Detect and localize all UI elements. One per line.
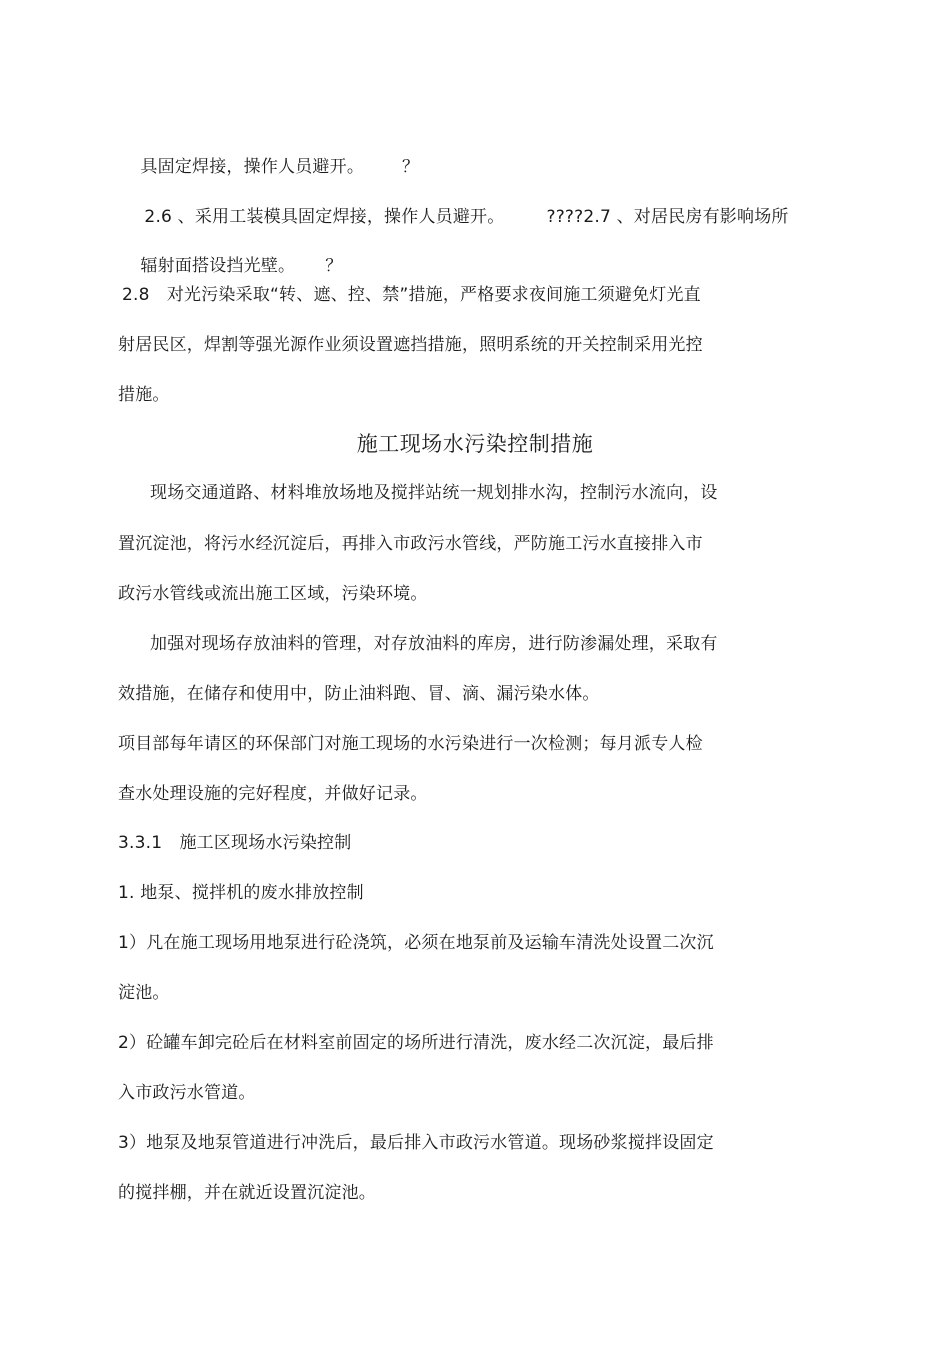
item-heading: 1. 地泵、搅拌机的废水排放控制: [118, 883, 364, 903]
text-line: 措施。: [118, 385, 170, 405]
text-segment: ？: [325, 256, 343, 276]
paragraph-line: 查水处理设施的完好程度，并做好记录。: [118, 784, 428, 804]
text-line: 2.8 对光污染采取“转、遮、控、禁”措施，严格要求夜间施工须避免灯光直: [122, 285, 701, 305]
text-segment: 具固定焊接，操作人员避开。: [140, 157, 365, 177]
list-item-line: 淀池。: [118, 983, 170, 1003]
list-item-line: 3）地泵及地泵管道进行冲洗后，最后排入市政污水管道。现场砂浆搅拌设固定: [118, 1133, 714, 1153]
text-line: 射居民区，焊割等强光源作业须设置遮挡措施，照明系统的开关控制采用光控: [118, 335, 703, 355]
text-segment: 辐射面搭设挡光壁。: [140, 256, 296, 276]
list-item-line: 2）砼罐车卸完砼后在材料室前固定的场所进行清洗，废水经二次沉淀，最后排: [118, 1033, 714, 1053]
paragraph-line: 效措施，在储存和使用中，防止油料跑、冒、滴、漏污染水体。: [118, 684, 600, 704]
paragraph-line: 加强对现场存放油料的管理，对存放油料的库房，进行防渗漏处理，采取有: [150, 634, 718, 654]
subsection-heading: 3.3.1 施工区现场水污染控制: [118, 833, 352, 853]
text-segment: ????2.7 、对居民房有影响场所: [546, 207, 789, 227]
list-item-line: 入市政污水管道。: [118, 1083, 256, 1103]
section-heading: 施工现场水污染控制措施: [356, 432, 594, 456]
paragraph-line: 政污水管线或流出施工区域，污染环境。: [118, 584, 428, 604]
paragraph-line: 现场交通道路、材料堆放场地及搅拌站统一规划排水沟，控制污水流向，设: [150, 483, 718, 503]
paragraph-line: 项目部每年请区的环保部门对施工现场的水污染进行一次检测；每月派专人检: [118, 734, 703, 754]
list-item-line: 的搅拌棚，并在就近设置沉淀池。: [118, 1183, 376, 1203]
text-segment: ？: [402, 157, 420, 177]
paragraph-line: 置沉淀池，将污水经沉淀后，再排入市政污水管线，严防施工污水直接排入市: [118, 534, 703, 554]
text-segment: 2.6 、采用工装模具固定焊接，操作人员避开。: [144, 207, 505, 227]
list-item-line: 1）凡在施工现场用地泵进行砼浇筑，必须在地泵前及运输车清洗处设置二次沉: [118, 933, 714, 953]
